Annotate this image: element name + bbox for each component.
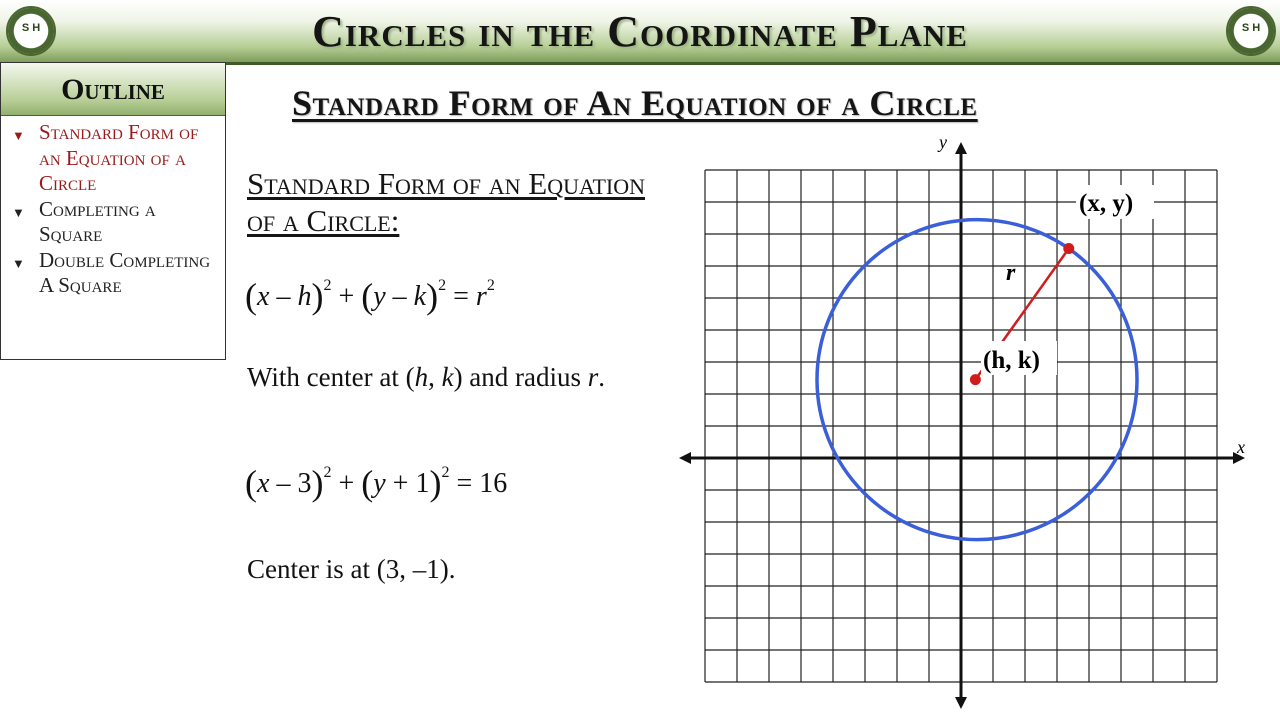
- triangle-bullet-icon: ▼: [12, 204, 25, 220]
- seal-initials: S H: [21, 22, 41, 34]
- point-label: (x, y): [1079, 190, 1134, 217]
- example-circle-equation: $(x - 3)^2 + (y + 1)^2 = 16$: [245, 463, 508, 503]
- presentation-title: Circles in the Coordinate Plane: [312, 7, 968, 56]
- circle-point: [1063, 243, 1074, 254]
- outline-item-standard-form[interactable]: [1, 120, 225, 197]
- slide-title: Standard Form of An Equation of a Circle: [292, 83, 978, 123]
- title-banner: [0, 0, 1280, 65]
- general-circle-equation: $(x - h)^2 + (y - k)^2 = r^2$: [245, 276, 495, 316]
- section-heading: Standard Form of an Equation of a Circle:: [247, 166, 645, 238]
- triangle-bullet-icon: ▼: [12, 128, 25, 143]
- outline-heading: Outline: [1, 63, 225, 116]
- outline-item-completing-square[interactable]: [1, 197, 225, 248]
- outline-item-label: Double Completing A Square: [39, 247, 211, 297]
- seal-initials: S H: [1241, 22, 1261, 34]
- y-axis-label: y: [939, 132, 947, 152]
- center-answer: Center is at (3, –1).: [247, 554, 456, 584]
- center-label: (h, k): [983, 347, 1040, 374]
- outline-item-double-completing-square[interactable]: [1, 248, 225, 299]
- outline-item-label: Completing a Square: [39, 196, 156, 246]
- radius-label: r: [1006, 260, 1016, 286]
- coordinate-plane-graph: [675, 128, 1255, 713]
- outline-list: [1, 116, 225, 299]
- center-radius-statement: With center at (h, k) and radius r.: [247, 362, 606, 392]
- outline-item-label: Standard Form of an Equation of a Circle: [39, 120, 199, 195]
- x-axis-label: x: [1237, 437, 1245, 457]
- triangle-bullet-icon: ▼: [12, 255, 25, 271]
- y-axis-arrow-down-icon: [955, 697, 967, 709]
- x-axis-arrow-left-icon: [679, 452, 691, 464]
- y-axis-arrow-up-icon: [955, 142, 967, 154]
- outline-panel: [0, 62, 226, 360]
- center-point: [970, 374, 981, 385]
- school-seal-logo: [1226, 6, 1276, 56]
